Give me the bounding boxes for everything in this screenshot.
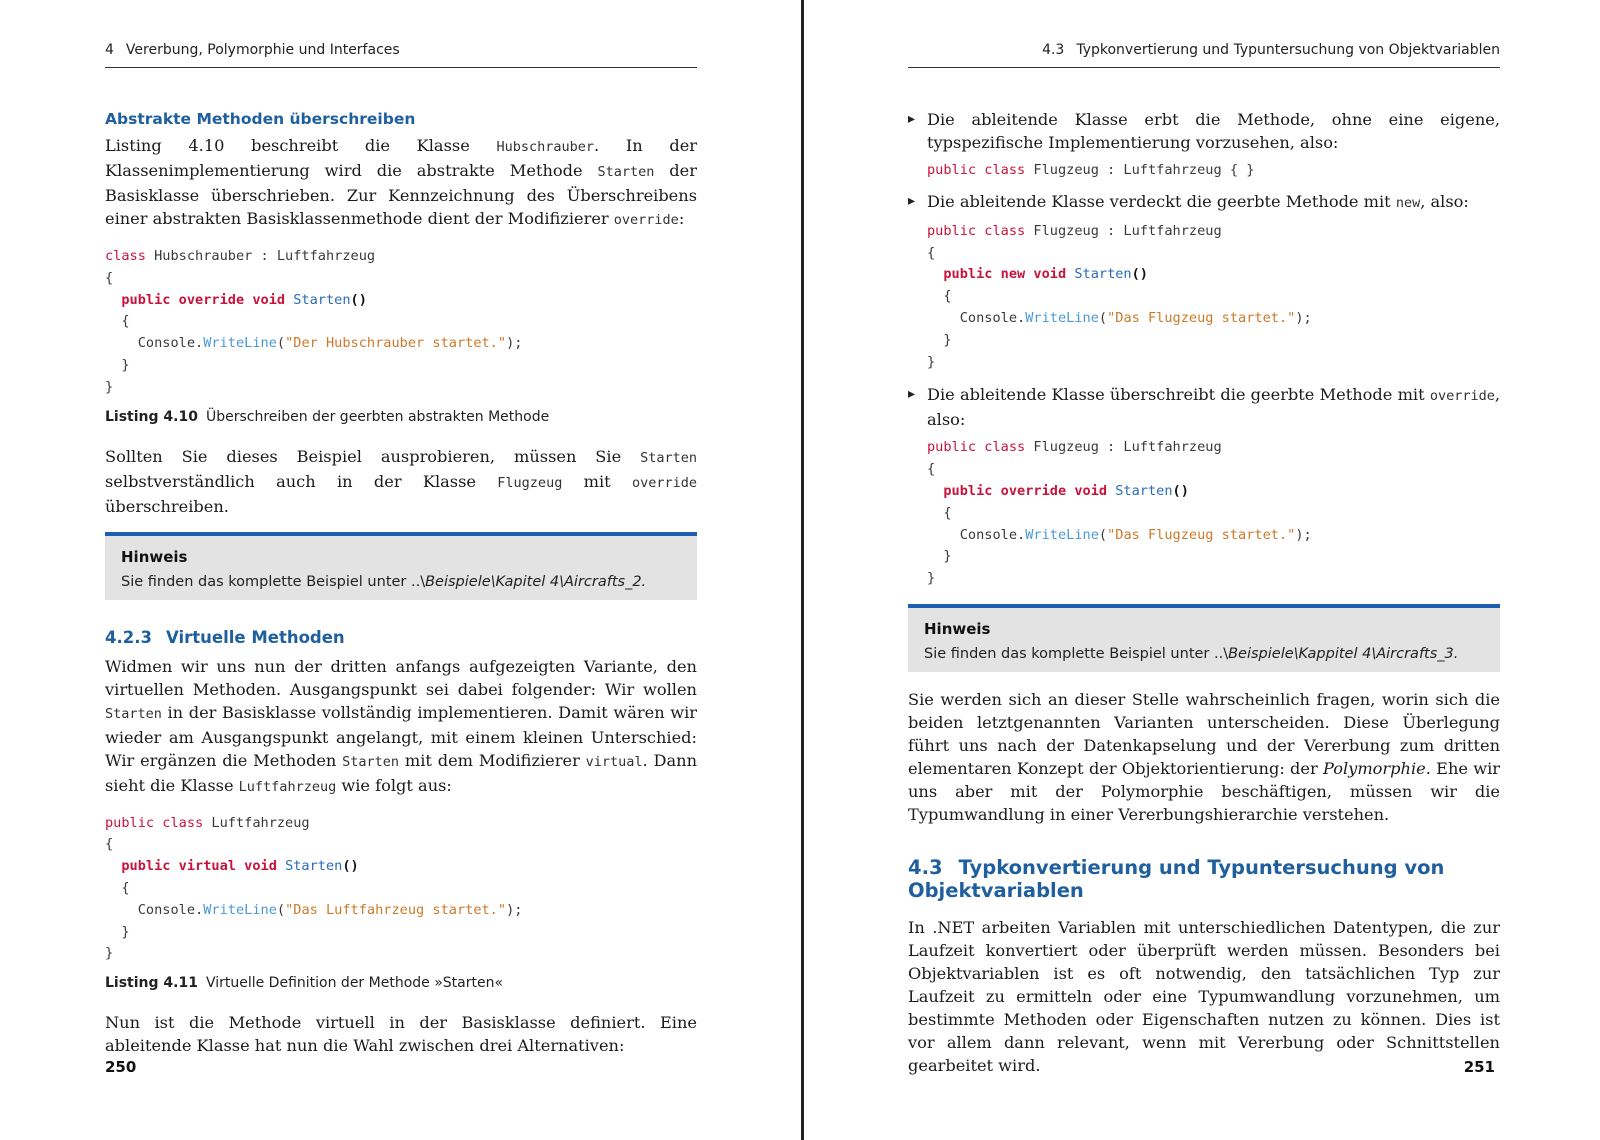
inline-code: Hubschrauber <box>496 139 595 155</box>
running-head <box>105 42 697 68</box>
paragraph: Sollten Sie dieses Beispiel ausprobieren, müssen Sie Starten selbstverständlich auch in der Klasse Flugzeug mit override überschreiben. <box>105 446 697 516</box>
bullet-item: ▸ Die ableitende Klasse verdeckt die geerbte Methode mit new, also: <box>908 190 1500 215</box>
inline-code: Starten <box>105 705 162 722</box>
hint-title: Hinweis <box>924 619 991 638</box>
paragraph: Listing 4.10 beschreibt die Klasse Hubschrauber. In der Klassenimplementierung wird die abstrakte Methode Starten der Basisklasse überschrieben. Zur Kennzeichnung des Überschreibens einer abstrakten Basisklassenmethode dient der Modifizierer override: <box>105 136 698 228</box>
code-listing: public class Flugzeug : Luftfahrzeug { public new void Starten() { Console.WriteLine("Das Flugzeug startet."); } } <box>927 222 1312 370</box>
right-page <box>805 0 1600 1140</box>
inline-code: Luftfahrzeug <box>238 778 337 795</box>
page-number: 251 <box>1463 1058 1495 1076</box>
code-listing: class Hubschrauber : Luftfahrzeug { public override void Starten() { Console.WriteLine("Der Hubschrauber startet."); } } <box>105 248 523 395</box>
chapter-heading: 4.3 Typkonvertierung und Typuntersuchung von Objektvariablen <box>908 855 1445 902</box>
inline-code: override <box>1429 388 1495 405</box>
hint-box <box>105 532 697 600</box>
hint-text: Sie finden das komplette Beispiel unter ..\Beispiele\Kapitel 4\Aircrafts_2. <box>121 573 647 590</box>
inline-code: Starten <box>342 753 400 770</box>
code-listing: public class Flugzeug : Luftfahrzeug { } <box>927 162 1255 178</box>
chapter-number: 4 <box>105 42 114 58</box>
hint-box <box>908 604 1500 672</box>
chapter-title: Vererbung, Polymorphie und Interfaces <box>125 42 400 58</box>
inline-code: Starten <box>597 164 655 180</box>
inline-code: Flugzeug <box>497 474 563 491</box>
inline-code: Starten <box>640 449 697 466</box>
subheading: Abstrakte Methoden überschreiben <box>105 110 416 128</box>
listing-caption: Listing 4.11 Virtuelle Definition der Methode »Starten« <box>105 975 504 992</box>
bullet-item: ▸ Die ableitende Klasse erbt die Methode, ohne eine eigene, typspezifische Implementierung vorzusehen, also: <box>908 108 1500 154</box>
hint-title: Hinweis <box>121 547 188 566</box>
paragraph: Widmen wir uns nun der dritten anfangs aufgezeigten Variante, den virtuellen Methoden. Ausgangspunkt sei dabei folgender: Wir wollen Starten in der Basisklasse vollständig implementieren. Damit wären wir wieder am Ausgangspunkt angelangt, mit einem kleinen Unterschied: Wir ergänzen die Methoden Starten mit dem Modifizierer virtual. Dann sieht die Klasse Luftfahrzeug wie folgt aus: <box>105 656 697 795</box>
hint-text: Sie finden das komplette Beispiel unter ..\Beispiele\Kappitel 4\Aircrafts_3. <box>924 645 1459 662</box>
paragraph: Nun ist die Methode virtuell in der Basisklasse definiert. Eine ableitende Klasse hat nun die Wahl zwischen drei Alternativen: <box>105 1013 697 1056</box>
code-listing: public class Flugzeug : Luftfahrzeug { public override void Starten() { Console.WriteLine("Das Flugzeug startet."); } } <box>927 439 1312 587</box>
section-title: Typkonvertierung und Typuntersuchung von Objektvariablen <box>1076 42 1500 58</box>
page-content <box>105 108 697 1071</box>
page-content <box>908 108 1500 1091</box>
page-number: 250 <box>105 1058 137 1076</box>
section-number: 4.3 <box>1042 42 1065 58</box>
paragraph: In .NET arbeiten Variablen mit unterschiedlichen Datentypen, die zur Laufzeit konvertiert oder überprüft werden müssen. Besonders bei Objektvariablen ist es oft notwendig, den tatsächlichen Typ zur Laufzeit zu ermitteln oder eine Typumwandlung vorzunehmen, um bestimmte Methoden oder Eigenschaften nutzen zu können. Dies ist vor allem dann relevant, wenn mit Vererbung oder Schnittstellen gearbeitet wird. <box>908 917 1500 1075</box>
inline-code: new <box>1395 194 1421 211</box>
section-heading: 4.2.3 Virtuelle Methoden <box>105 627 345 647</box>
bullet-item: ▸ Die ableitende Klasse überschreibt die geerbte Methode mit override, also: <box>908 383 1500 431</box>
running-head <box>908 42 1500 68</box>
inline-code: override <box>631 474 697 491</box>
paragraph: Sie werden sich an dieser Stelle wahrscheinlich fragen, worin sich die beiden letztgenannten Varianten unterscheiden. Diese Überlegung führt uns nach der Datenkapselung und der Vererbung zum dritten elementaren Konzept der Objektorientierung: der Polymorphie. Ehe wir uns aber mit der Polymorphie beschäftigen, müssen wir die Typumwandlung in einer Vererbungshierarchie verstehen. <box>908 689 1500 824</box>
code-listing: public class Luftfahrzeug { public virtual void Starten() { Console.WriteLine("Das Luftfahrzeug startet."); } } <box>105 814 523 962</box>
inline-code: virtual <box>585 753 643 770</box>
listing-caption: Listing 4.10 Überschreiben der geerbten abstrakten Methode <box>105 408 550 425</box>
inline-code: override <box>613 212 679 228</box>
